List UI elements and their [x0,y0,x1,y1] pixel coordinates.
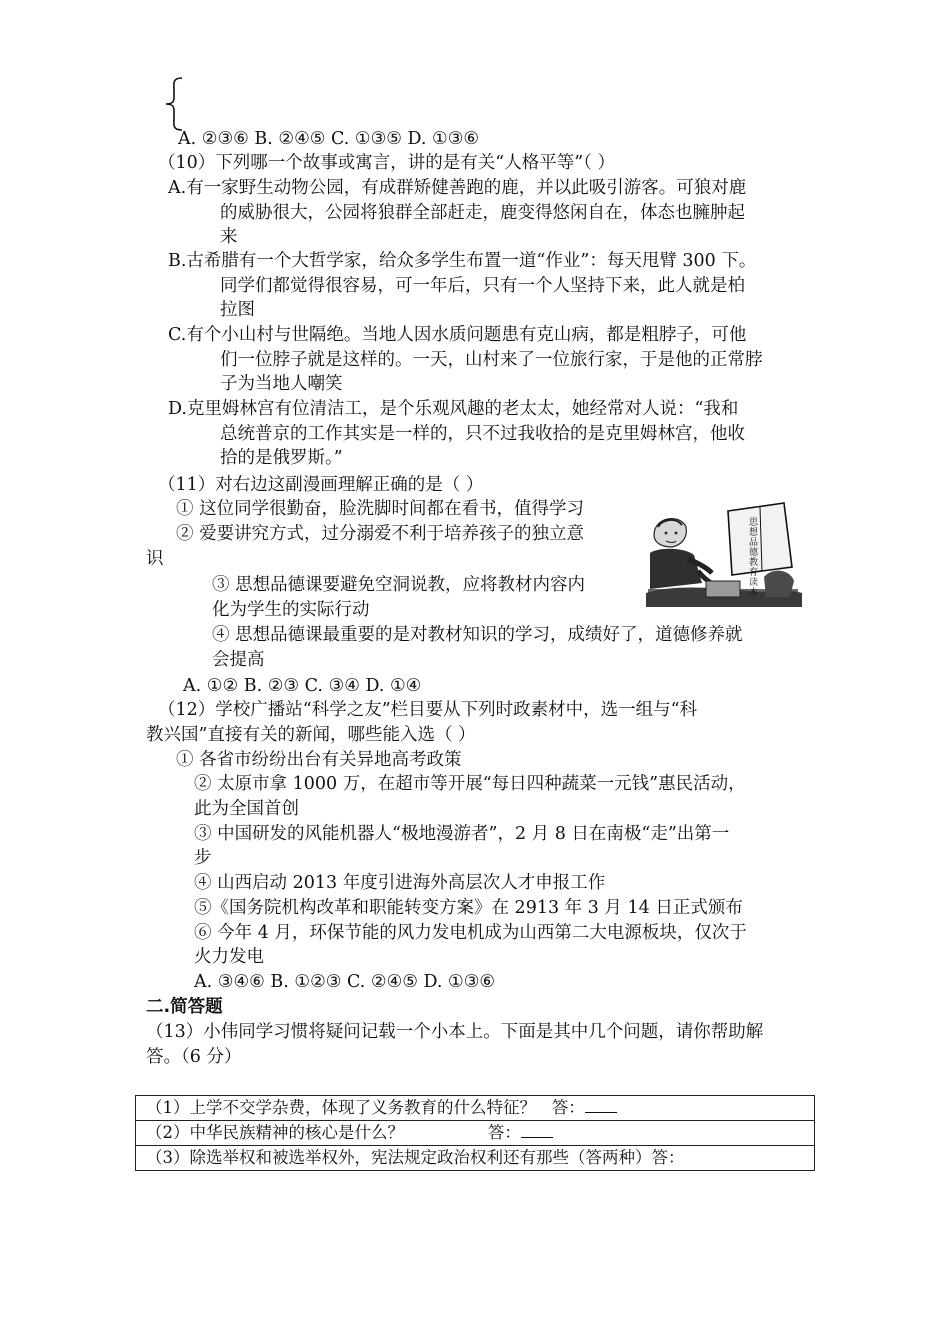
q11-options: A. ①② B. ②③ C. ③④ D. ①④ [183,676,422,696]
table-row [136,1146,815,1171]
section-title: 二.简答题 [146,997,223,1017]
q11-stem: （11）对右边这副漫画理解正确的是（ ） [158,475,484,495]
q10-option-c-line3: 子为当地人嘲笑 [220,374,343,394]
answer-blank[interactable] [585,1112,617,1113]
q10-option-a-line1: A.有一家野生动物公园，有成群矫健善跑的鹿，并以此吸引游客。可狼对鹿 [168,178,747,198]
question-text: （3）除选举权和被选举权外，宪法规定政治权利还有那些（答两种）答： [146,1148,685,1167]
question-text: （1）上学不交学杂费，体现了义务教育的什么特征？ 答： [146,1098,585,1117]
q12-material-3a: ③ 中国研发的风能机器人“极地漫游者”，2 月 8 日在南极“走”出第一 [194,824,730,844]
q11-statement-2b: 识 [146,549,164,569]
answer-blank[interactable] [521,1137,553,1138]
q10-option-d-line1: D.克里姆林宫有位清洁工，是个乐观风趣的老太太，她经常对人说：“我和 [168,399,739,419]
q10-stem: （10）下列哪一个故事或寓言，讲的是有关“人格平等”（ ） [158,153,615,173]
q10-option-a-line3: 来 [220,227,238,247]
answer-cell [136,1121,815,1146]
q10-option-c-line2: 们一位脖子就是这样的。一天，山村来了一位旅行家，于是他的正常脖 [220,350,763,370]
answer-table [135,1095,815,1171]
q12-material-1: ① 各省市纷纷出台有关异地高考政策 [176,750,462,770]
q12-stem-line1: （12）学校广播站“科学之友”栏目要从下列时政素材中，选一组与“科 [158,700,698,720]
q11-statement-1: ① 这位同学很勤奋，脸洗脚时间都在看书，值得学习 [176,499,585,519]
q10-option-a-line2: 的威胁很大，公园将狼群全部赶走，鹿变得悠闲自在，体态也臃肿起 [220,203,745,223]
q12-material-3b: 步 [194,848,212,868]
q12-material-6a: ⑥ 今年 4 月，环保节能的风力发电机成为山西第二大电源板块，仅次于 [194,923,747,943]
q11-statement-3b: 化为学生的实际行动 [212,600,370,620]
q10-option-c-line1: C.有个小山村与世隔绝。当地人因水质问题患有克山病，都是粗脖子，可他 [168,325,747,345]
brace-symbol [160,76,188,132]
q9-options: A. ②③⑥ B. ②④⑤ C. ①③⑤ D. ①③⑥ [178,129,480,149]
q10-option-b-line2: 同学们都觉得很容易，可一年后，只有一个人坚持下来，此人就是柏 [220,276,745,296]
q11-statement-2a: ② 爱要讲究方式，过分溺爱不利于培养孩子的独立意 [176,524,585,544]
q12-material-5: ⑤《国务院机构改革和职能转变方案》在 2913 年 3 月 14 日正式颁布 [194,898,743,918]
q10-option-b-line1: B.古希腊有一个大哲学家，给众多学生布置一道“作业”：每天甩臂 300 下。 [168,251,757,271]
cartoon-sign-text: 思想品德教育读本 [747,517,757,597]
q12-options: A. ③④⑥ B. ①②③ C. ②④⑤ D. ①③⑥ [194,972,496,992]
question-text: （2）中华民族精神的核心是什么？ 答： [146,1123,521,1142]
cartoon-illustration [640,497,808,609]
q10-option-b-line3: 拉图 [220,300,255,320]
table-row [136,1121,815,1146]
q10-option-d-line2: 总统普京的工作其实是一样的，只不过我收拾的是克里姆林宫，他收 [220,424,745,444]
table-row [136,1096,815,1121]
q13-stem-line2: 答。（6 分） [146,1047,242,1067]
answer-cell [136,1146,815,1171]
q12-material-2a: ② 太原市拿 1000 万，在超市等开展“每日四种蔬菜一元钱”惠民活动， [194,774,746,794]
answer-cell [136,1096,815,1121]
q12-material-6b: 火力发电 [194,947,264,967]
q12-material-2b: 此为全国首创 [194,799,299,819]
q11-statement-4a: ④ 思想品德课最重要的是对教材知识的学习，成绩好了，道德修养就 [212,625,743,645]
q11-statement-3a: ③ 思想品德课要避免空洞说教，应将教材内容内 [212,575,586,595]
q11-statement-4b: 会提高 [212,650,265,670]
q12-material-4: ④ 山西启动 2013 年度引进海外高层次人才申报工作 [194,873,606,893]
q10-option-d-line3: 拾的是俄罗斯。” [220,448,343,468]
q13-stem-line1: （13）小伟同学习惯将疑问记载一个小本上。下面是其中几个问题，请你帮助解 [146,1022,764,1042]
q12-stem-line2: 教兴国”直接有关的新闻，哪些能入选（ ） [146,725,476,745]
